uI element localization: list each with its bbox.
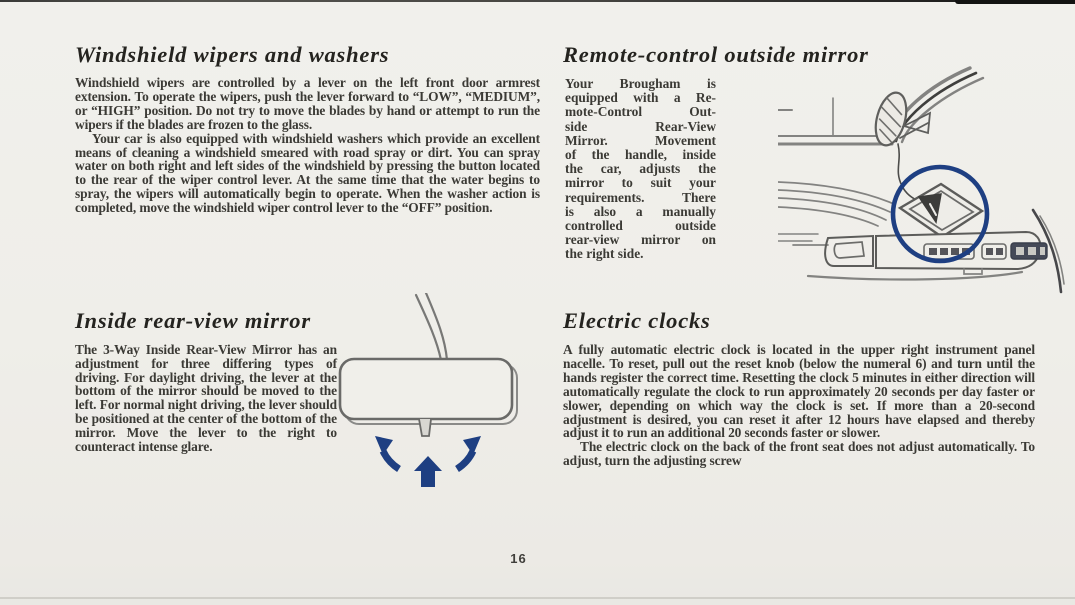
body-line: rear-view mirror on (565, 232, 716, 248)
body-line: is also a manually (565, 203, 716, 219)
body-line: Mirror. Movement (565, 132, 716, 148)
scan-top-edge-dark-corner (955, 0, 1075, 4)
remote-mirror-illustration (778, 66, 1075, 296)
wipers-paragraph-2: Your car is also equipped with windshield washers which provide an excellent means of cleaning a windshield smeared with road spray or dirt. You can spray water on both right and left sides of the windshield by pressing the button located to the rear of the wiper control lever. At the same time that the water begins to spray, the wipers will automatically begin to operate. When the washer action is completed, move the windshield wiper control lever to the “OFF” position. (75, 130, 540, 216)
body-line: the right side. (565, 246, 644, 262)
body-line: controlled outside (565, 218, 716, 234)
inside-mirror-section-body (75, 343, 337, 453)
inside-mirror-section-title: Inside rear-view mirror (75, 308, 311, 333)
body-line: requirements. There (565, 189, 716, 205)
inside-mirror-illustration (333, 293, 545, 498)
inside-mirror-paragraph: The 3-Way Inside Rear-View Mirror has an adjustment for three differing types of driving. For daylight driving, the lever at the bottom of the mirror should be moved to the left. For normal night driving, the lever should be positioned at the center of the bottom of the mirror. Move the lever to the right to counteract intense glare. (75, 342, 337, 454)
clocks-paragraph-2: The electric clock on the back of the front seat does not adjust automatically. To adjust, turn the adjusting screw (563, 439, 1035, 469)
rear-view-mirror-drawing (333, 293, 545, 498)
body-line: equipped with a Re- (565, 90, 716, 106)
wipers-section-body (75, 76, 540, 215)
clocks-paragraph-1: A fully automatic electric clock is located in the upper right instrument panel nacelle. To reset, pull out the reset knob (below the numeral 6) and turn until the hands register the correct time. Resetting the clock 5 minutes in either direction will automatically regulate the clock to run approximately 20 seconds per day faster or slower, depending on which way the clock is set. If more than a 20-second adjustment is desired, you can reset it after 12 hours have elapsed and thereby adjust it to run an additional 20 seconds faster or slower. (563, 342, 1035, 441)
clocks-section-title: Electric clocks (563, 308, 711, 333)
door-panel-drawing (778, 66, 1075, 296)
adjustment-arrows (375, 436, 481, 487)
body-line: side Rear-View (565, 118, 716, 134)
scan-bottom-edge (0, 597, 1075, 599)
remote-mirror-section-title: Remote-control outside mirror (563, 42, 869, 67)
remote-mirror-section-body (565, 77, 716, 262)
body-line: mirror to suit your (565, 175, 716, 191)
wipers-section-title: Windshield wipers and washers (75, 42, 390, 67)
body-line: Your Brougham is (565, 76, 716, 91)
wipers-paragraph-1: Windshield wipers are controlled by a lever on the left front door armrest extension. To operate the wipers, push the lever forward to “LOW”, “MEDIUM”, or “HIGH” position. Do not try to move the blades by hand or attempt to run the wipers if the blades are frozen to the glass. (75, 75, 540, 132)
body-line: the car, adjusts the (565, 161, 716, 177)
body-line: mote-Control Out- (565, 104, 716, 120)
body-line: of the handle, inside (565, 147, 716, 163)
clocks-section-body (563, 343, 1035, 468)
scan-top-edge (0, 0, 1075, 2)
page-number: 16 (510, 551, 527, 566)
